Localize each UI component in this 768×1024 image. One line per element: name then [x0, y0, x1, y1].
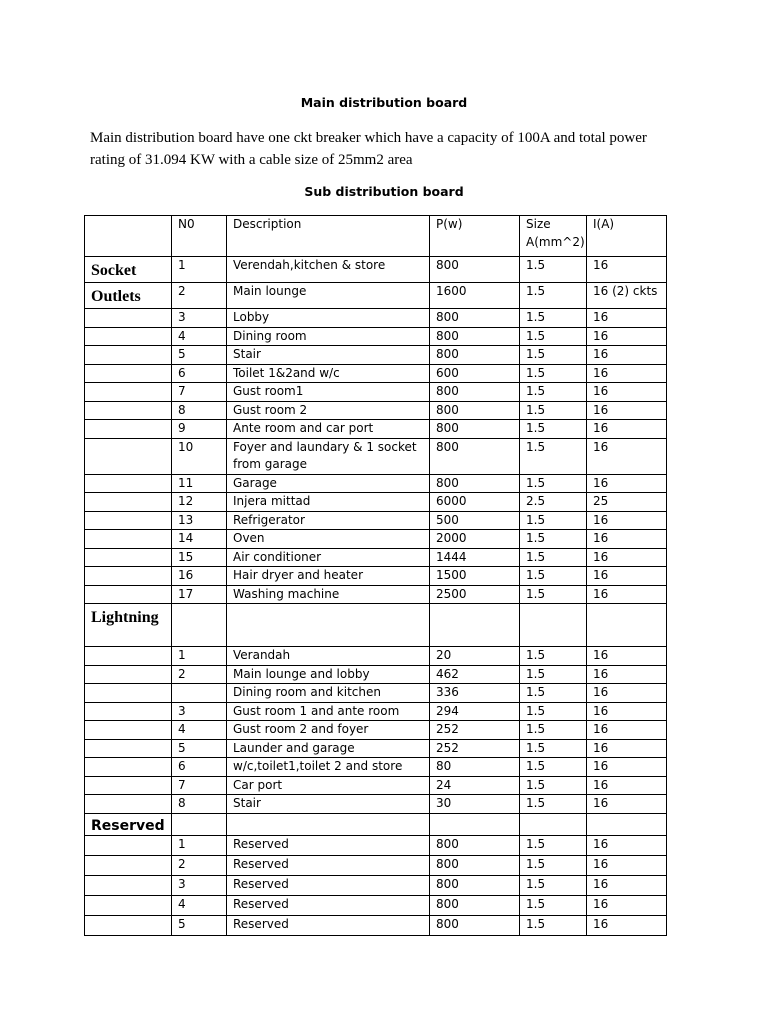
table-row	[85, 346, 667, 365]
cell-description: Gust room 2 and foyer	[227, 721, 430, 740]
empty-cell	[430, 813, 520, 835]
section-cell	[85, 383, 172, 402]
cell-description: Reserved	[227, 855, 430, 875]
cell-description: Stair	[227, 346, 430, 365]
cell-size: 1.5	[520, 401, 587, 420]
cell-description: Air conditioner	[227, 548, 430, 567]
cell-size: 1.5	[520, 567, 587, 586]
cell-power: 2500	[430, 585, 520, 604]
section-cell	[85, 915, 172, 935]
table-row	[85, 257, 667, 283]
section-cell	[85, 530, 172, 549]
cell-size: 1.5	[520, 548, 587, 567]
table-row	[85, 702, 667, 721]
table-row	[85, 835, 667, 855]
cell-current: 25	[587, 493, 667, 512]
cell-size: 1.5	[520, 438, 587, 474]
section-cell	[85, 364, 172, 383]
cell-power: 80	[430, 758, 520, 777]
cell-current: 16	[587, 257, 667, 283]
cell-description: Stair	[227, 795, 430, 814]
table-row	[85, 283, 667, 309]
cell-description: Lobby	[227, 309, 430, 328]
cell-description: Hair dryer and heater	[227, 567, 430, 586]
cell-power: 1444	[430, 548, 520, 567]
section-label: Outlets	[85, 283, 172, 309]
cell-no: 2	[172, 855, 227, 875]
cell-current: 16	[587, 548, 667, 567]
cell-current: 16	[587, 915, 667, 935]
cell-power: 462	[430, 665, 520, 684]
cell-description: Dining room and kitchen	[227, 684, 430, 703]
header-no: N0	[172, 216, 227, 257]
cell-power: 800	[430, 346, 520, 365]
cell-description: Reserved	[227, 915, 430, 935]
cell-current: 16	[587, 895, 667, 915]
cell-description: Toilet 1&2and w/c	[227, 364, 430, 383]
cell-power: 800	[430, 257, 520, 283]
cell-power: 336	[430, 684, 520, 703]
cell-current: 16	[587, 835, 667, 855]
cell-current: 16	[587, 758, 667, 777]
cell-size: 1.5	[520, 758, 587, 777]
cell-power: 800	[430, 309, 520, 328]
cell-current: 16	[587, 401, 667, 420]
table-row	[85, 309, 667, 328]
cell-size: 1.5	[520, 855, 587, 875]
cell-power: 800	[430, 420, 520, 439]
cell-no	[172, 684, 227, 703]
cell-no: 16	[172, 567, 227, 586]
cell-description: Verendah,kitchen & store	[227, 257, 430, 283]
cell-power: 800	[430, 474, 520, 493]
table-row	[85, 875, 667, 895]
cell-size: 1.5	[520, 364, 587, 383]
section-cell	[85, 474, 172, 493]
cell-size: 1.5	[520, 309, 587, 328]
section-cell	[85, 835, 172, 855]
empty-cell	[520, 813, 587, 835]
table-row	[85, 684, 667, 703]
section-cell	[85, 776, 172, 795]
cell-size: 1.5	[520, 474, 587, 493]
cell-no: 6	[172, 364, 227, 383]
header-current: I(A)	[587, 216, 667, 257]
cell-power: 800	[430, 383, 520, 402]
table-row	[85, 327, 667, 346]
table-row	[85, 511, 667, 530]
cell-size: 1.5	[520, 915, 587, 935]
cell-no: 2	[172, 665, 227, 684]
cell-size: 1.5	[520, 647, 587, 666]
section-cell	[85, 739, 172, 758]
page-title: Main distribution board	[300, 95, 468, 110]
cell-size: 2.5	[520, 493, 587, 512]
cell-size: 1.5	[520, 776, 587, 795]
cell-no: 3	[172, 875, 227, 895]
table-row	[85, 548, 667, 567]
cell-description: Refrigerator	[227, 511, 430, 530]
cell-power: 800	[430, 855, 520, 875]
section-row	[85, 604, 667, 647]
cell-no: 13	[172, 511, 227, 530]
cell-current: 16	[587, 530, 667, 549]
cell-no: 5	[172, 346, 227, 365]
cell-no: 1	[172, 257, 227, 283]
cell-current: 16	[587, 855, 667, 875]
table-row	[85, 420, 667, 439]
section-cell	[85, 647, 172, 666]
cell-size: 1.5	[520, 721, 587, 740]
cell-size: 1.5	[520, 835, 587, 855]
cell-description: w/c,toilet1,toilet 2 and store	[227, 758, 430, 777]
cell-no: 1	[172, 835, 227, 855]
section-cell	[85, 309, 172, 328]
section-label: Lightning	[85, 604, 172, 647]
cell-size: 1.5	[520, 530, 587, 549]
empty-cell	[172, 604, 227, 647]
cell-current: 16	[587, 795, 667, 814]
cell-power: 24	[430, 776, 520, 795]
cell-current: 16	[587, 346, 667, 365]
cell-description: Gust room 2	[227, 401, 430, 420]
section-title: Sub distribution board	[304, 184, 464, 199]
empty-cell	[520, 604, 587, 647]
section-cell	[85, 758, 172, 777]
cell-size: 1.5	[520, 327, 587, 346]
table-row	[85, 567, 667, 586]
table-row	[85, 855, 667, 875]
cell-power: 20	[430, 647, 520, 666]
table-row	[85, 474, 667, 493]
table-row	[85, 665, 667, 684]
cell-no: 12	[172, 493, 227, 512]
cell-size: 1.5	[520, 346, 587, 365]
cell-size: 1.5	[520, 383, 587, 402]
cell-size: 1.5	[520, 795, 587, 814]
section-cell	[85, 511, 172, 530]
section-cell	[85, 795, 172, 814]
cell-current: 16	[587, 309, 667, 328]
section-cell	[85, 855, 172, 875]
cell-power: 1500	[430, 567, 520, 586]
empty-cell	[430, 604, 520, 647]
cell-no: 15	[172, 548, 227, 567]
cell-description: Reserved	[227, 835, 430, 855]
cell-no: 9	[172, 420, 227, 439]
section-cell	[85, 567, 172, 586]
section-cell	[85, 346, 172, 365]
cell-no: 2	[172, 283, 227, 309]
table-row	[85, 795, 667, 814]
cell-size: 1.5	[520, 283, 587, 309]
table-row	[85, 776, 667, 795]
cell-no: 1	[172, 647, 227, 666]
cell-power: 800	[430, 327, 520, 346]
cell-power: 30	[430, 795, 520, 814]
section-cell	[85, 895, 172, 915]
cell-description: Car port	[227, 776, 430, 795]
table-row	[85, 401, 667, 420]
section-cell	[85, 585, 172, 604]
cell-power: 800	[430, 835, 520, 855]
cell-description: Dining room	[227, 327, 430, 346]
cell-description: Washing machine	[227, 585, 430, 604]
cell-no: 8	[172, 795, 227, 814]
cell-power: 800	[430, 915, 520, 935]
cell-no: 8	[172, 401, 227, 420]
cell-no: 14	[172, 530, 227, 549]
cell-current: 16	[587, 420, 667, 439]
cell-size: 1.5	[520, 895, 587, 915]
section-cell	[85, 548, 172, 567]
cell-description: Injera mittad	[227, 493, 430, 512]
cell-description: Reserved	[227, 875, 430, 895]
section-cell	[85, 420, 172, 439]
cell-power: 800	[430, 895, 520, 915]
cell-no: 7	[172, 383, 227, 402]
table-row	[85, 895, 667, 915]
cell-description: Main lounge and lobby	[227, 665, 430, 684]
section-cell	[85, 684, 172, 703]
cell-description: Gust room1	[227, 383, 430, 402]
cell-no: 5	[172, 739, 227, 758]
empty-cell	[172, 813, 227, 835]
section-cell	[85, 875, 172, 895]
section-cell	[85, 401, 172, 420]
section-cell	[85, 702, 172, 721]
header-power: P(w)	[430, 216, 520, 257]
cell-no: 10	[172, 438, 227, 474]
table-row	[85, 915, 667, 935]
section-cell	[85, 493, 172, 512]
cell-description: Oven	[227, 530, 430, 549]
table-row	[85, 647, 667, 666]
cell-description: Launder and garage	[227, 739, 430, 758]
empty-cell	[587, 604, 667, 647]
cell-current: 16	[587, 585, 667, 604]
cell-description: Ante room and car port	[227, 420, 430, 439]
cell-size: 1.5	[520, 875, 587, 895]
cell-power: 252	[430, 721, 520, 740]
cell-current: 16	[587, 721, 667, 740]
section-row	[85, 813, 667, 835]
description-paragraph: Main distribution board have one ckt breaker which have a capacity of 100A and total power rating of 31.094 KW with a cable size of 25mm2 area	[90, 130, 647, 168]
cell-power: 800	[430, 875, 520, 895]
cell-current: 16	[587, 511, 667, 530]
table-row	[85, 530, 667, 549]
cell-power: 6000	[430, 493, 520, 512]
cell-size: 1.5	[520, 684, 587, 703]
cell-power: 600	[430, 364, 520, 383]
table-row	[85, 364, 667, 383]
cell-no: 11	[172, 474, 227, 493]
cell-description: Foyer and laundary & 1 socket from garage	[227, 438, 430, 474]
cell-size: 1.5	[520, 739, 587, 758]
cell-power: 2000	[430, 530, 520, 549]
cell-no: 3	[172, 309, 227, 328]
sub-distribution-table	[84, 215, 667, 936]
table-row	[85, 739, 667, 758]
cell-no: 4	[172, 721, 227, 740]
table-row	[85, 493, 667, 512]
cell-no: 7	[172, 776, 227, 795]
table-row	[85, 758, 667, 777]
header-description: Description	[227, 216, 430, 257]
cell-power: 800	[430, 438, 520, 474]
cell-no: 5	[172, 915, 227, 935]
cell-description: Garage	[227, 474, 430, 493]
section-cell	[85, 665, 172, 684]
cell-current: 16	[587, 647, 667, 666]
cell-power: 1600	[430, 283, 520, 309]
cell-description: Reserved	[227, 895, 430, 915]
cell-no: 3	[172, 702, 227, 721]
cell-current: 16 (2) ckts	[587, 283, 667, 309]
cell-description: Main lounge	[227, 283, 430, 309]
cell-power: 294	[430, 702, 520, 721]
cell-current: 16	[587, 665, 667, 684]
cell-power: 252	[430, 739, 520, 758]
cell-size: 1.5	[520, 665, 587, 684]
cell-description: Gust room 1 and ante room	[227, 702, 430, 721]
cell-no: 6	[172, 758, 227, 777]
cell-current: 16	[587, 875, 667, 895]
cell-size: 1.5	[520, 702, 587, 721]
cell-size: 1.5	[520, 257, 587, 283]
empty-cell	[227, 813, 430, 835]
section-cell	[85, 438, 172, 474]
cell-current: 16	[587, 739, 667, 758]
cell-description: Verandah	[227, 647, 430, 666]
cell-size: 1.5	[520, 585, 587, 604]
section-cell	[85, 327, 172, 346]
cell-current: 16	[587, 364, 667, 383]
cell-current: 16	[587, 438, 667, 474]
empty-cell	[587, 813, 667, 835]
cell-no: 17	[172, 585, 227, 604]
empty-cell	[227, 604, 430, 647]
cell-power: 800	[430, 401, 520, 420]
cell-size: 1.5	[520, 511, 587, 530]
table-row	[85, 721, 667, 740]
cell-current: 16	[587, 474, 667, 493]
header-empty	[85, 216, 172, 257]
cell-no: 4	[172, 895, 227, 915]
cell-no: 4	[172, 327, 227, 346]
section-cell	[85, 721, 172, 740]
section-label: Socket	[85, 257, 172, 283]
cell-current: 16	[587, 567, 667, 586]
cell-size: 1.5	[520, 420, 587, 439]
cell-current: 16	[587, 776, 667, 795]
cell-current: 16	[587, 702, 667, 721]
header-row	[85, 216, 667, 257]
cell-current: 16	[587, 327, 667, 346]
cell-current: 16	[587, 383, 667, 402]
table-row	[85, 585, 667, 604]
cell-current: 16	[587, 684, 667, 703]
cell-power: 500	[430, 511, 520, 530]
table-row	[85, 438, 667, 474]
section-label: Reserved	[85, 813, 172, 835]
table-row	[85, 383, 667, 402]
header-size: Size A(mm^2)	[520, 216, 587, 257]
